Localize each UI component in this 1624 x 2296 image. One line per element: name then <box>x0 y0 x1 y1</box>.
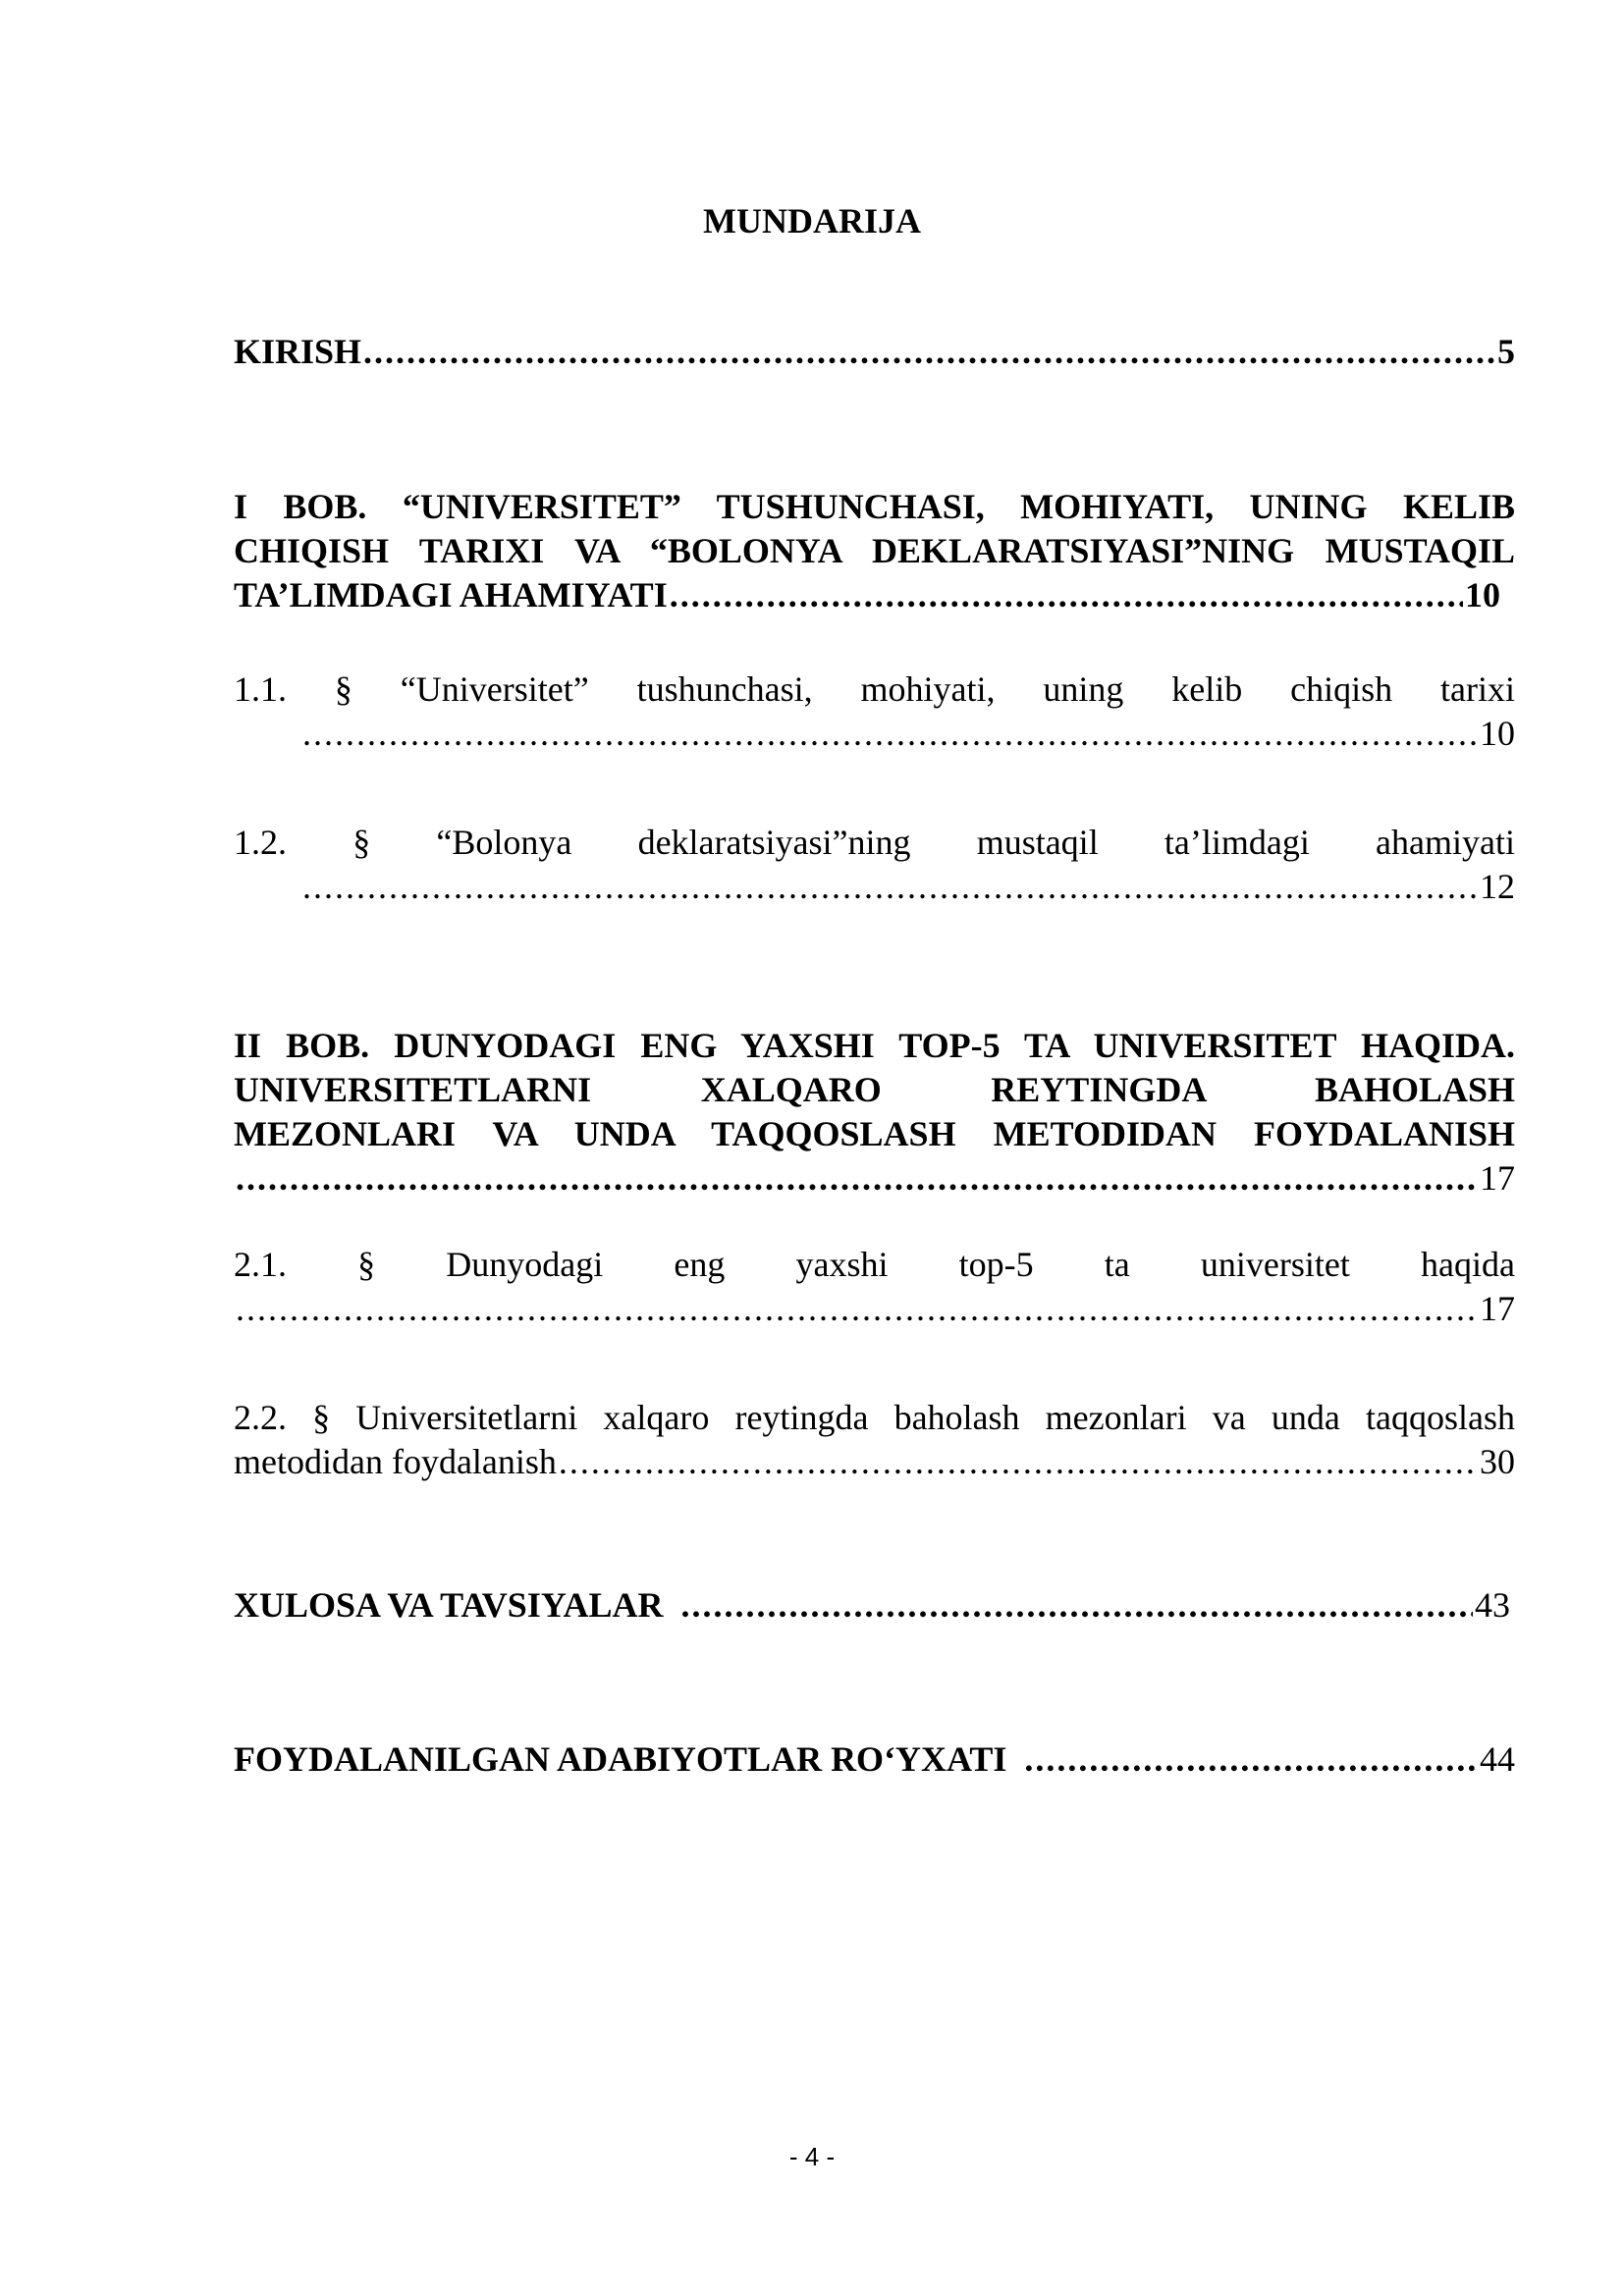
toc-entry-label-line1: II BOB. DUNYODAGI ENG YAXSHI TOP-5 TA UNIVERSITET HAQIDA. <box>234 1026 1515 1065</box>
dot-leader <box>236 1287 1478 1331</box>
toc-entry-label-line2: UNIVERSITETLARNI XALQARO REYTINGDA BAHOLASH <box>234 1070 1515 1109</box>
toc-entry-label: 2.1. § Dunyodagi eng yaxshi top-5 ta universitet haqida <box>234 1245 1515 1284</box>
toc-page-number: 44 <box>1480 1739 1515 1779</box>
dot-leader <box>670 573 1463 617</box>
toc-page-number: 5 <box>1497 332 1515 371</box>
dot-leader <box>1024 1737 1478 1782</box>
toc-entry-bob2[interactable] <box>234 1024 1515 1201</box>
toc-entry-label-line1: I BOB. “UNIVERSITET” TUSHUNCHASI, MOHIYATI, UNING KELIB <box>234 487 1515 526</box>
toc-entry-2-2[interactable] <box>234 1396 1515 1484</box>
toc-page-number: 30 <box>1480 1442 1515 1481</box>
page-title: MUNDARIJA <box>703 201 921 240</box>
dot-leader <box>363 330 1495 374</box>
toc-entry-label-line1: 2.2. § Universitetlarni xalqaro reytingda baholash mezonlari va unda taqqoslash <box>234 1398 1515 1437</box>
toc-entry-label: 1.1. § “Universitet” tushunchasi, mohiyati, uning kelib chiqish tarixi <box>234 669 1515 709</box>
toc-entry-label-line2: CHIQISH TARIXI VA “BOLONYA DEKLARATSIYASI”NING MUSTAQIL <box>234 531 1515 570</box>
dot-leader <box>302 712 1478 756</box>
toc-page-number: 10 <box>1480 714 1515 753</box>
toc-entry-label: XULOSA VA TAVSIYALAR <box>234 1585 664 1625</box>
dot-leader <box>236 1156 1478 1201</box>
toc-entry-label: KIRISH <box>234 332 362 371</box>
toc-page-number: 10 <box>1465 575 1500 614</box>
toc-entry-xulosa[interactable] <box>234 1583 1515 1628</box>
toc-entry-label-line3: TA’LIMDAGI AHAMIYATI <box>234 575 668 614</box>
toc-entry-label-line2: metodidan foydalanish <box>234 1442 557 1481</box>
dot-leader <box>681 1583 1473 1628</box>
toc-page-number: 12 <box>1480 867 1515 906</box>
toc-entry-adabiyot[interactable] <box>234 1737 1515 1782</box>
toc-entry-1-1[interactable] <box>234 667 1515 756</box>
toc-entry-2-1[interactable] <box>234 1243 1515 1331</box>
dot-leader <box>559 1440 1478 1484</box>
toc-entry-label-line3: MEZONLARI VA UNDA TAQQOSLASH METODIDAN FOYDALANISH <box>234 1114 1515 1153</box>
toc-entry-bob1[interactable] <box>234 485 1515 617</box>
toc-page-number: 17 <box>1480 1289 1515 1328</box>
toc-page-number: 43 <box>1475 1585 1510 1625</box>
toc-entry-1-2[interactable] <box>234 821 1515 909</box>
page-number-footer: - 4 - <box>788 2142 836 2171</box>
dot-leader <box>302 865 1478 909</box>
toc-entry-kirish[interactable] <box>234 330 1515 374</box>
toc-entry-label: FOYDALANILGAN ADABIYOTLAR RO‘YXATI <box>234 1739 1007 1779</box>
toc-page-number: 17 <box>1480 1158 1515 1198</box>
toc-entry-label: 1.2. § “Bolonya deklaratsiyasi”ning mustaqil ta’limdagi ahamiyati <box>234 823 1515 862</box>
